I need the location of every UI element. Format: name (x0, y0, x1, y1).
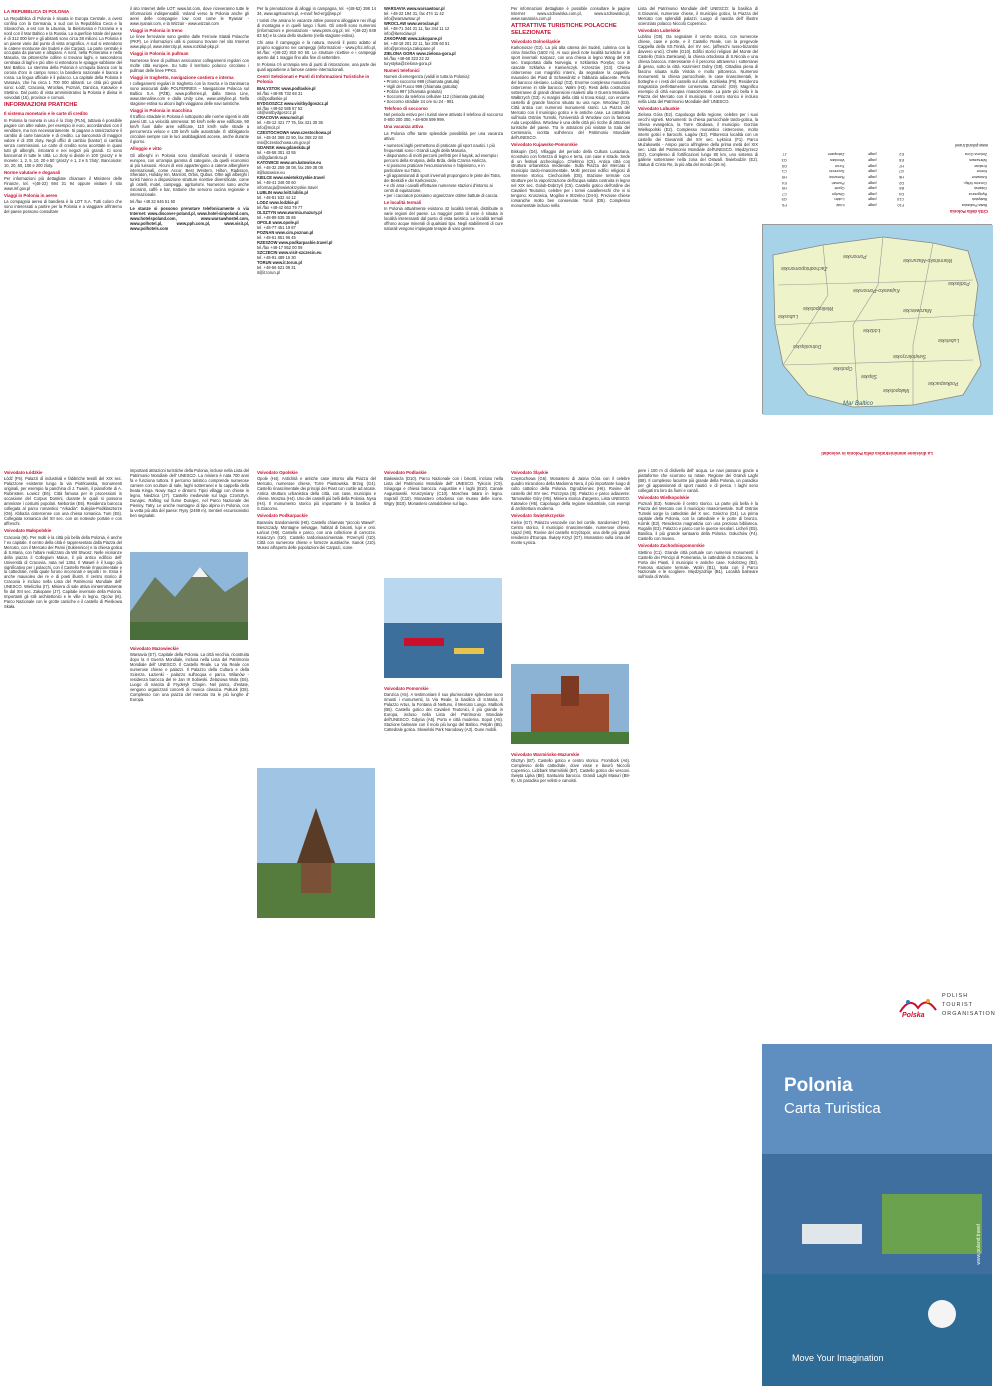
b-slaskie-title: Voivodato Śląskie (511, 470, 549, 475)
air-text: La compagnia aerea di bandiera è la LOT S.A. Tutti coloro che sono interessati a partire per la Polonia e a viaggiare all'interno del paese possono consultare (4, 199, 122, 215)
lubelskie-column (634, 6, 762, 458)
activity-item: • gli appassionati di sport invernali propongono le piste dei Tatra, dei Beskidi e dei Karkonosze, (384, 172, 501, 183)
b-opolskie-title: Voivodato Opolskie (257, 470, 298, 475)
center-item: CRACOVIA www.mcit.pl (257, 115, 304, 121)
city-cell: page (868, 203, 877, 208)
food-text: In Polonia c'è un'ampia rete di punti di ristorazione, una parte dei quali appartiene a famose catene internazionali. (257, 61, 376, 72)
active-list (384, 143, 503, 198)
center-item: WARSAVIA www.warsawtour.pl (384, 6, 445, 11)
center-item: tel. +48-71 344 31 11, fax 344 11 12 (384, 25, 450, 31)
bus-title: Viaggi in Polonia in pullman (130, 51, 189, 57)
map-svg (763, 225, 993, 415)
city-cell: Szczecin (829, 169, 845, 174)
lot-text: il sito Internet delle LOT: www.lot.com, dove riceveranno tutte le informazioni indispensabili. Voland verso la Polonia anche gli aerei delle compagnie low cost come le Ryanair - www.ryanair.com, e la Wizzair - www.wizzair.com (130, 6, 249, 26)
bottom-col-5 (507, 468, 634, 920)
b-pomorskie-title: Voivodato Pomorskie (384, 686, 429, 691)
center-item: BYDGOSZCZ www.visitbydgoszcz.pl (257, 100, 329, 106)
city-cell: page (868, 186, 877, 191)
center-item: tel./fax +48-42 663 79 77 (257, 205, 303, 211)
city-cell: J7 (782, 152, 787, 157)
b-lakes-text: pere i 100 m di dislivello dell' acqua. Le navi passano grazie a piattaforme che scorrono su rotaie. Regione dei Grandi Laghi (B8). Il complesso lacustre più grande della Polonia, un paradiso per gli appassionati di sport nautici e di pesca. I laghi sono collegati tra loro da fiumi e canali. (638, 468, 758, 493)
city-table (766, 151, 988, 207)
center-item: it@katowice.eu (257, 170, 285, 176)
phones-column (380, 6, 507, 458)
b-podkarpackie-text: Baranów Sandomierski (H8). Castello chiamato "piccolo Wawel". Bieszczady. Montagne selvagge, habitat di bisonti, lupi e orsi. Łańcut (H9). Castello e parco, con una collezione di carrozze. Krasiczyn (I10). Castello tardorinascimentale. Przemyśl (I10). Città con numerose chiese e fortezze austriache. Sanok (J10). Museo all'aperto delle popolazioni dei Carpazi, icone. (257, 519, 376, 550)
city-cell: Wrocław (830, 158, 845, 163)
center-item: tel. +48-32 259 38 08, fax 259 38 08 (257, 165, 323, 171)
center-item: tel. +48-18 201 22 11, fax 206 60 51 (384, 40, 450, 46)
center-item: tel./fax +48-52 585 87 52 (257, 105, 303, 111)
city-cell: page (868, 152, 877, 157)
bottom-col-6 (634, 468, 762, 920)
centers-column (253, 6, 380, 458)
b-slaskie-text: Częstochowa (G6). Monastero di Jasna Góra con il celebre quadro miracoloso della Madonna Nera, il più importante luogo di culto cattolico della Polonia. Ogrodzieniec (H6). Rovine del castello del XIV sec. Pszczyna (I5). Palazzo e parco adiacente. Tarnowskie Góry (H5). Miniera storica d'argento, Lista UNESCO. Katowice (H5). Capoluogo della regione industriale, con esempi di architettura moderna. (511, 476, 630, 512)
activity-item: • per i cacciatori possiamo organizzare ottime battute di caccia. (384, 192, 499, 198)
center-item: tel. +48-77 451 19 87 (257, 225, 296, 231)
b-podkarpackie-title: Voivodato Podkarpackie (257, 513, 308, 519)
bus-text: Numerose linee di pullman assicurano collegamenti regolari con molte città europee. Su tutto il territorio polacco circolano i pullman delle linee PPKS. (130, 57, 249, 73)
activity-item: • si possono praticare l'escursionismo e l'alpinismo, e in particolare sui Tatra, (384, 162, 485, 173)
city-cell: F6 (782, 203, 787, 208)
phones-title: Numeri telefonici (384, 67, 420, 73)
v-dolnoslaskie-title: Voivodato Dolnośląskie (511, 39, 561, 45)
visa-text: Per informazioni più dettagliate chiamare il Ministero delle Finanze, tel. +(48-22) 694 31 94 oppure visitare il sito www.mf.gov.pl (4, 175, 122, 191)
b-pomorskie-text: Danzica (A5). A testimoniare il suo plurisecolare splendore sono rimasti i monumenti, la Via Reale, la basilica di S.Maria, il Palazzo Artus, la Fontana di Nettuno, il Mercato Lungo. Malbork (B6). Castello gotico dei Cavalieri Teutonici, il più grande in Europa, incluso nella Lista del Patrimonio Mondiale dell'UNESCO. Gdynia (A5). Porto e città moderna. Sopot (A5). Stazione balneare con il molo più lungo del Baltico. Pelplin (B5). Cattedrale gotica. Słowiński Park Narodowy (A3). Dune mobili. (384, 692, 503, 733)
center-item: msi@czestochowa.um.gov.pl (257, 140, 310, 146)
bottom-col-4 (380, 468, 507, 920)
center-item: tel. +48-41 348 00 60 (257, 180, 296, 186)
center-item: LUBLIN www.loitt.lublin.pl (257, 190, 309, 196)
ferry-title: Viaggi in traghetto, navigazione costiera e interna (130, 74, 234, 80)
b-zachodniopomorskie-text: Stettino (C1). Grande città portuale con numerosi monumenti: il Castello dei Principi di Pomerania, la cattedrale di S.Giacomo, la Porta dei Piasti, il municipio e antiche case. Kołobrzeg (B2). Famosa stazione termale. Wolin (B1). Isola con il Parco Nazionale e le scogliere. Międzyzdroje (B1). Località balneare sull'isola di Wolin. (638, 549, 758, 580)
air-title: Viaggi in Polonia in aereo (4, 192, 58, 198)
spa-links: Per informazioni dettagliate è possibile consultare le pagine Internet www.uzdrowiska.com.pl, www.uzdrowisko.pl, www.sanatoria.com.pl (511, 6, 630, 21)
v-lubuskie-title: Voivodato Lubuskie (638, 106, 680, 112)
center-item: tel. +48-81 532 44 12 (257, 195, 296, 201)
city-cell: page (868, 191, 877, 196)
center-item: tel./fax +48-17 852 00 09 (257, 245, 303, 251)
activity-item: • e chi ama i cavalli effettuare numerose stazioni d'intorno ai centri di equitazione, (384, 182, 493, 193)
center-item: TORUN www.it.torun.pl (257, 260, 303, 266)
map-region-label: Śląskie (861, 373, 878, 380)
city-cell: B5 (899, 186, 904, 191)
center-item: tel. +48-61 851 96 45 (257, 235, 296, 241)
city-cell: C7 (781, 191, 787, 196)
map-region-label: Pomorskie (843, 253, 867, 260)
bottom-col-2 (126, 468, 253, 920)
city-cell: H5 (781, 186, 787, 191)
city-cell: Katowice (971, 175, 987, 179)
city-table-url: www.poland.travel (954, 143, 988, 149)
cover-header (762, 924, 992, 1044)
b-warminsko-text: Olsztyn (B7). Castello gotico e centro storico. Frombork (A6). Complesso della cattedrale, dove visse e lavorò Niccolò Copernico. Lidzbark Warmiński (B7). Castello gotico dei vescovi. Święta Lipka (B8). Santuario barocco. Grandi Laghi Masuri (B8-9). Un paradiso per velisti e canoisti. (511, 758, 630, 784)
center-item: cit@visitbydgoszcz.pl (257, 110, 296, 116)
city-cell: C10 (897, 197, 904, 202)
church-photo (257, 768, 375, 918)
phone-item: • Soccorso da telefono cellulare 112 (chiamata gratuita) (384, 94, 485, 100)
center-item: CZESTOCHOWA www.czestochowa.pl (257, 130, 331, 136)
city-cell: G9 (781, 197, 787, 202)
ferry-text: I collegamenti regolari in traghetto con la Svezia e la Danimarca sono assicurati dalle POLFERRIES – Navigazione Polacca sul Baltico S.A. (PŻB), www.polferries.pl, dalla Stena Line, www.stenaline.com e dalla Unity Line, www.unityline.pl. Nella stagione estiva su alcuni laghi viaggiano delle navi turistiche. (130, 80, 249, 106)
bottom-col-3 (253, 468, 380, 920)
b-malopolskie-title: Voivodato Małopolskie (4, 528, 52, 534)
center-item: tel. +48-12 421 77 76, fax 421 30 36 (257, 120, 323, 126)
money-text: In Polonia la moneta in uso è lo zloty (PLN), tuttavia è possibile pagare con altre valute, per esempio in euro, accordandosi con il venditore, ma non necessariamente. Si pagano a rateizzazione il cambio di carte bancarie e di credito. La banconota di maggior valore è di 200 zloty. Negli uffici di cambio (kantor) si cambia senza commissioni. Le carte di credito sono accettate in quasi tutti gli alberghi, ristoranti e nei negozi più grandi. Ci sono bancomat in tutte le città. Lo zloty si divide in 100 'groszy' e le monete: 1, 2, 5, 10, 20 e 50 'groszy' e 1, 2 e 5 'zloty'. Banconote: 10, 20, 50, 100 e 200 zloty. (4, 117, 122, 168)
center-item: info@warsawtour.pl (384, 15, 420, 21)
center-item: tel. +48-58 301 43 55 (257, 150, 296, 156)
phone-item: • Pronto soccorso 999 (chiamata gratuita) (384, 79, 460, 85)
center-item: cit@podlaskie.pl (257, 95, 287, 101)
centers-list-2 (384, 6, 503, 66)
center-item: KATOWICE www.um.katowice.eu (257, 160, 322, 166)
city-cell: Gorzów Wlkp. (963, 180, 987, 185)
city-cell: C1 (781, 169, 787, 174)
centers-list (257, 86, 376, 275)
center-item: KIELCE www.swietokrzyskie.travel (257, 175, 325, 181)
center-item: tel./fax +48-68 323 22 22 (384, 55, 430, 61)
b-wielkopolskie-text: Poznań (E3). Notevole il centro storico. La parte più bella è la Piazza del Mercato con il municipio rinascimentale. Sull' Ostrów Tumski sorge la cattedrale del X sec. Gniezno (D4). La prima capitale della Polonia, con la cattedrale e le porte di bronzo. Kórnik (E3). Residenza magnatizia con una preziosa biblioteca. Rogalin (E3). Palazzo e parco con le querce secolari. Licheń (E5). Basilica, il più grande santuario della Polonia. Gołuchów (F4). Castello con museo. (638, 501, 758, 542)
pot-line-3: ORGANISATION (942, 1010, 996, 1017)
b-mazowieckie-text: Warsavia (E7). Capitale della Polonia. La città vecchia, ricostruita dopo la II Guerra Mondiale, inclusa nella Lista del Patrimonio Mondiale dell' UNESCO. Il Castello Reale. La Via Reale con numerose chiese e palazzi. Il Palazzo della Cultura e della Scienza. Łazienki - palazzo sull'acqua e parco. Wilanów - residenza barocca del re Jan III Sobieski. Żelazowa Wola (E6). Luogo di nascita di Fryderyk Chopin. Nel parco, d'estate, vengono organizzati concerti di musica classica. Pułtusk (D8). Complesso con una piazza del mercato tra le più lunghe d' Europa. (130, 652, 249, 703)
city-cell: Białystok (971, 197, 987, 202)
train-text: Le linee ferroviarie sono gestite dalle Ferrovie Statali Polacche (PKP). Le informazioni utili si possono trovare nel sito Internet www.pkp.pl, www.intercity.pl, www.rozklad-pkp.pl (130, 34, 249, 50)
phone-item: Numeri di emergenza (validi in tutta la Polonia): (384, 74, 471, 80)
city-cell: F10 (897, 203, 904, 208)
city-cell: E2 (899, 152, 904, 157)
active-title: Una vacanza attiva (384, 124, 424, 130)
city-row (766, 163, 988, 169)
city-cell: Opole (834, 186, 845, 191)
city-cell: page (868, 158, 877, 163)
city-cell: Biała Podlaska (961, 203, 987, 208)
travel-column (126, 6, 253, 458)
map-region-label: Opolskie (833, 365, 853, 372)
agri-text: Per la prenotazione di alloggi in campagna, tel. +(48-52) 398 14 34, www.agritourism.pl, e-mail: fed-erg@wp.pl (257, 6, 376, 16)
active-text: La Polonia offre tante splendide possibilità per una vacanza attiva: (384, 130, 503, 141)
map-region-label: Łódzkie (863, 327, 881, 334)
center-item: info@mcit.pl (257, 125, 280, 131)
map-region-label: Zachodniopomorskie (781, 265, 828, 272)
map-region-label: Warmińsko-Mazurskie (903, 257, 953, 264)
spa-title: Le località termali (384, 199, 422, 205)
city-cell: H9 (781, 175, 787, 179)
city-table-title: Città della Polonia (949, 209, 988, 214)
center-item: OLSZTYN www.warmia.mazury.pl (257, 210, 322, 216)
pot-line-1: POLISH (942, 993, 969, 999)
city-cell: Poznań (831, 180, 845, 185)
map-title: La divisione amministrativa della Polonia in voivodati (821, 451, 933, 456)
hotel-text: Gli alberghi in Polonia sono classificati secondo il sistema europeo, con un'ampia gamma di categorie, da quelli economici ai più lussuosi. Alcuni di essi appartengono a catene alberghiere internazionali, come Accor, Best Western, Hilton, Radisson, Sheraton, Holiday Inn, Marriott, Orbis, Qubus. Oltre agli alberghi i turisti hanno a disposizione strutture ricettive diversificate, come gli ostelli, motel, campeggi, agriturismi. Numerosi sono anche ristoranti, caffè e bar, trattorie che servono cucina regionale e internazionale. (130, 152, 249, 198)
cover-subtitle: Carta Turistica (784, 1100, 881, 1117)
v-kujawsko-text: Biskupin (D4). Villaggio del periodo della Cultura Lusaziana, ricostruito con fortezza di legno e terra, con case e strade. Sede di un festival archeologico. Chełmno (C5). Antica città con struttura urbanistica medievale. Sulla Piazza del Mercato il municipio tardo-rinascimentale. Molti preziosi edifici religiosi di interesse storico. Ciechocinek (D5). Stazione termale con strutture per la vaporizzazione dell'acqua salata costruita in legno nel XIX sec. Golub-Dobrzyń (C5). Castello gotico dell'ordine dei Cavalieri Teutonici, celebre per i tornei cavallereschi che vi si tengono. Kruszwica, Mogilno e Strzelno (D4-5). Preziose chiese romaniche molto ben conservate. Toruń (D5). Complesso monumentale incluso nella (511, 148, 630, 209)
b-swietokrzyskie-text: Kielce (G7). Palazzo vescovile con bel cortile. Sandomierz (H8). Centro storico, il municipio rinascimentale, numerose chiese. Ujazd (H8). Rovine del castello Krzyżtopór, una delle più grandi residenze d'Europa. Święty Krzyż (G7). Monastero sulla cima del monte Łysica. (511, 519, 630, 545)
city-cell: Kraków (974, 163, 987, 168)
center-item: tel. +48-22 194 31, fax 474 11 42 (384, 10, 444, 16)
mountain-photo (130, 552, 248, 640)
phones-list (384, 74, 503, 104)
b-wielkopolskie-title: Voivodato Wielkopolskie (638, 494, 690, 500)
bottom-col-1 (0, 468, 126, 920)
v-kujawsko-title: Voivodato Kujawsko-Pomorskie (511, 142, 578, 148)
city-cell: Gdańsk (973, 186, 987, 191)
city-cell: Zielona Góra (965, 152, 987, 157)
city-cell: E4 (782, 180, 787, 185)
city-row (766, 202, 988, 208)
city-cell: D2 (899, 180, 904, 185)
map-region-label: Podkarpackie (928, 380, 959, 387)
city-cell: Bydgoszcz (968, 191, 987, 196)
city-row (766, 151, 988, 157)
city-cell: Olsztyn (831, 191, 845, 196)
city-cell: Toruń (835, 163, 845, 168)
car-text: Il traffico stradale in Polonia è sottoposto alle norme vigenti in altri paesi UE. La velocità ammessa: 50 km/h nelle aree edificate, 90 km/h fuori dalle aree edificate, 110 km/h sulle strade a percorrenza veloce e 130 km/h sulle autostrade. È obbligatorio circolare sempre con le luci anabbaglianti accese, anche durante il giorno. (130, 114, 249, 145)
polska-logo (896, 992, 940, 1022)
voivodeship-map (762, 224, 992, 414)
city-cell: page (868, 197, 877, 202)
activity-item: • disponiamo di molti percorsi perfetti per il kayak, ad esempio i percorsi della Krutynia, della Brda, della Czarna Hańcza, (384, 152, 499, 163)
cover-title: Polonia (784, 1075, 853, 1096)
center-item: RZESZOW www.podkarpackie.travel.pl (257, 240, 333, 246)
info-title: INFORMAZIONI PRATICHE (4, 102, 78, 109)
center-item: LODZ www.lodzkie.pl (257, 200, 299, 206)
b-podlaskie-text: Białowieża (D10). Parco Nazionale con i bisonti, incluso nella Lista del Patrimonio Mondiale dell' UNESCO. Tykocin (C9). Sinagoga e chiesa barocca. Augustów e i laghi (B10). Canale Augustowski. Kruszyniany (C10). Moschea tatara in legno. Supraśl (C10). Monastero ortodosso con museo delle icone. Wigry (B10). Monastero camaldolese sul lago. (384, 476, 503, 507)
visa-title: Norme valutarie e doganali (4, 169, 61, 175)
b-warminsko-block (511, 750, 630, 785)
spa-text: In Polonia attualmente esistono 42 località termali, distribuite in varie regioni del paese. La maggior parte di esse è situata in località interessanti dal punto di vista turistico. Le località termali offrono acque minerali di qualsiasi tipo. Negli stabilimenti di cure naturali vengono impiegate terapie di varo genere. (384, 205, 503, 231)
v-lubelskie-title: Voivodato Lubelskie (638, 27, 681, 33)
attractions-title: ATTRATTIVE TURISTICHE POLACCHE SELEZIONATE (511, 22, 617, 37)
city-table-panel (762, 6, 992, 216)
city-row (766, 191, 988, 197)
cover-panel (762, 924, 996, 1386)
b-podlaskie-title: Voivodato Podlaskie (384, 470, 427, 475)
cover-url: www.poland.travel (975, 1224, 982, 1265)
center-item: informacja@swietokrzyskie.travel (257, 185, 318, 191)
map-region-label: Podlaskie (948, 280, 970, 287)
center-item: info@itwroclaw.pl (384, 30, 416, 36)
city-cell: Lublin (834, 197, 845, 202)
v-lubelskie-text: Lublino (G9). Da segnalare il centro storico, con numerose chiese, case e porte, e il Castello Reale, con la pregevole Cappella della SS.Trinità, del XV sec. (affreschi russo-bizantini davvero unici). Chełm (G10). Edifici storici religiosi del Monte del Castello (Góra Zamkowa), la chiesa ortodossa di S.Nicola e una chiesa barocca. Interessante è il percorso attraverso i sotterranei di gesso, sotto la città. Kazimierz Dolny (G8). Cittadina piena di fascino situata sulla Vistola e molto pittoresca. Numerosi monumenti: la chiesa parrocchiale, le case rinascimentali, le botteghe e i resti del castello sul colle. Kozłówka (F9). Residenza magnatizia perfettamente conservata. Zamość (G9). Magnifico esempio di città europea rinascimentale. La parte più bella è la Piazza del Mercato con il municipio. Il centro storico è incluso nella Lista del Patrimonio Mondiale dell' UNESCO. (638, 34, 758, 105)
city-cell: H7 (899, 163, 904, 168)
city-cell: E8 (899, 158, 904, 163)
hostel-text: I turisti che amano le vacanze attive possono alloggiare nei rifugi di montagna e in quelli lungo i fiumi. Gli ostelli sono numerosi (informazioni e prenotazioni - www.ptsm.org.pl, tel. +(48-22) 849 83 54) e la casa dello studente (nella stagione estiva). (257, 17, 376, 38)
city-row (766, 185, 988, 191)
map-region-label: Małopolskie (883, 387, 910, 394)
camping-text: Chi ama il campeggio e la natura, troverà il posto adatto al proprio soggiorno nei campeggi (informazioni - www.pfcc.info.pl, tel./fax: +(48-22) 810 60 50. Le strutture ricettive e i campeggi aperte dal 1 maggio fino alla fine di settembre. (257, 39, 376, 60)
map-region-label: Kujawsko-Pomorskie (853, 287, 900, 294)
pot-line-2: TOURIST (942, 1001, 974, 1008)
map-region-label: Świętokrzyskie (893, 353, 927, 360)
phone-item: • Vigili del Fuoco 998 (chiamata gratuita) (384, 84, 458, 90)
hotel-booking: Le stanze si possono prenotare telefonicamente o via Internet: www.discover-poland.pl, www.hotel-sinpoland.com, www.hotelspoland.com, www.warsawhostel.com, www.polhotel.pl, www.pph.com.pl, www.visit.pl, www.polhotels.com (130, 206, 249, 232)
center-item: ZAKOPANE www.zakopane.pl (384, 35, 442, 41)
activity-item: • numerosi laghi permettono di praticare gli sport nautici. I più frequentati sono i Grandi Laghi della Masuria, (384, 142, 495, 153)
map-region-label: Lubelskie (938, 337, 960, 344)
center-item: tel. +48-34 368 22 50, fax 368 22 60 (257, 135, 323, 141)
city-cell: Zakopane (827, 152, 845, 157)
intro-text: La Repubblica di Polonia è situata in Europa Centrale, a ovest confina con la Germania, a sud con la Repubblica Ceca e la Slovacchia, a est con la Lituania, la Bielorussia e l'Ucraina e a nord con il Mar Baltico e la Russia. La superficie totale del paese è di 312 000 km² e gli abitanti sono circa 38 milioni. La Polonia è un paese vario dal punto di vista orografico. A sud si estendono le catene montuose dei Sudeti e dei Carpazi. La parte centrale è occupata da pianure e altopiani. A nord, nella Pomerania e nella Masuria, tra pittoresche colline si trovano laghi, e nascondono centinaia di laghi e più oltre si estendono le spiagge sabbiose del Mar Baltico. Lo stemma della Polonia è un'aquila bianca con la corona d'oro in campo rosso; la bandiera nazionale è bianca e rossa. La lingua ufficiale è il polacco. La capitale della Polonia è Varsavia, che ha circa 1 700 000 abitanti. Le città più grandi sono: Łódź, Cracovia, Wrocław, Poznań, Danzica, Katowice e Stettino. Dal punto di vista amministrativo la Polonia è divisa in voivodati (16), province e comuni. (4, 15, 122, 101)
city-cell: page (868, 180, 877, 185)
city-cell: H6 (899, 175, 904, 179)
torun-text: Lista del Patrimonio Mondiale dell' UNESCO: la basilica di S.Giovanni, numerose chiese, il municipio gotico, la Piazza del Mercato con splendidi palazzi. Luogo di nascita dell' illustre scienziato polacco Niccolò Copernico. (638, 6, 758, 26)
center-item: ZIELONA GORA www.zielona-gora.pl (384, 50, 456, 56)
b-malopolskie-text: Cracovia (I6). Per molti è la città più bella della Polonia, è anche l' ex capitale. Il centro della città è rappresentato dalla Piazza del Mercato, con il Mercato dei Panni (Sukiennice) e la chiesa gotica di S.Maria, con l'altare realizzato da Wit Stwosz. Nelle vicinanze della piazza il Collegium Maius, il più antico edificio dell' Università di Cracovia, nata nel 1364. Il Wawel è il luogo più significativo per i polacchi, con il Castello Reale rinascimentale e la cattedrale, nella quale furono incoronati e sepolti i re. Essa è anche mausoleo dei re e di poeti illustri. Il centro storico di Cracovia è incluso nella Lista del Patrimonio Mondiale dell' UNESCO. Wieliczka (I7). Miniera di sale attiva ininterrottamente fin dal XIII sec. Zakopane (J7). Capitale invernale della Polonia. Importanti gli stili architettonici e le ville in legno. Ojców (I6). Parco Nazionale con le grotte carsiche e il castello di Pieskowa Skała. (4, 534, 122, 610)
center-item: tel. +48-89 535 35 65 (257, 215, 296, 221)
bottom-panel (0, 462, 996, 1363)
b-warminsko-title: Voivodato Warmińsko-Mazurskie (511, 752, 580, 757)
center-item: OPOLE www.opole.pl (257, 220, 299, 226)
city-row (766, 157, 988, 163)
city-row (766, 174, 988, 180)
center-item: tel. +48-91 489 16 30 (257, 255, 296, 261)
city-cell: page (868, 163, 877, 168)
intro-title: LA REPUBBLICA DI POLONIA (4, 9, 70, 14)
center-item: tel./fax +48-85 732 68 31 (257, 90, 303, 96)
b-lodzkie-text: Łódź (F6). Palazzi di industriali e fabbriche tessili del XIX sec. Palazzone esistente lungo la via Piotrkowska, monumenti originali, per esempio la panchina di J. Tuwim, il pianoforte di A. Rubinstein. Łowicz (E6). Città famosa per le processioni in occasione del Corpus Domini, durante le quali si possono ammirare i costumi popolari. Nieborów (E6). Residenza barocca collegata al parco romantico "Arkadia". Sulejów-Podklasztorze (G6). Abbazia cistercense con una chiesa romanica. Tum (E6). Collegiata romanica del XII sec. con un notevole portale e con affreschi. (4, 476, 122, 527)
b-mazowieckie-title: Voivodato Mazowieckie (130, 646, 179, 651)
sos-title: Telefono di soccorso (384, 106, 428, 112)
city-cell: page (868, 175, 877, 179)
phone-item: • Polizia 997 (chiamata gratuita) (384, 89, 442, 95)
map-title-panel (762, 414, 992, 458)
car-title: Viaggi in Polonia in macchina (130, 107, 192, 113)
centers-title: Centri Selezionati e Punti di Informazioni Turistiche in Polonia (257, 73, 370, 85)
map-region-label: Lubuskie (778, 313, 799, 320)
b-mazowieckie-block (130, 644, 249, 704)
city-cell: D4 (899, 191, 904, 196)
hotel-contact: tel./fax +48 22 646 51 50 (130, 199, 176, 205)
map-region-label: Mazowieckie (903, 307, 932, 314)
city-cell: G7 (898, 169, 904, 174)
sos-text: Nel periodo estivo per i turisti viene attivato il telefono di soccorso 0-800 200 300, +48-608 599 999. (384, 112, 503, 123)
center-item: turystyka@zielona-gora.pl (384, 60, 432, 66)
center-item: POZNAN www.cim.poznan.pl (257, 230, 314, 236)
pot-name (942, 992, 996, 1018)
b-lodzkie-title: Voivodato Łódzkie (4, 470, 43, 475)
cover-slogan: Move Your Imagination (792, 1353, 884, 1363)
center-item: tel. +48-56 621 09 31 (257, 265, 296, 270)
center-item: info@promocja.zakopane.pl (384, 45, 435, 51)
intro-column (0, 6, 126, 458)
top-panel (0, 0, 992, 462)
b-zachodniopomorskie-title: Voivodato Zachodniopomorskie (638, 543, 705, 549)
city-row (766, 180, 988, 186)
city-cell: page (868, 169, 877, 174)
city-row (766, 196, 988, 202)
v-lubuskie-text: Zielona Góra (E2). Capoluogo della regione, celebre per i suoi vecchi vigneti. Monumenti: la chiesa parrocchiale tardo-gotica, la chiesa evangelica, la Torre Głodowa, il municipio. Gorzów Wielkopolski (E2). Complesso monastico cistercense, molto interni gotici e barocchi. Łagów (E2). Pittoresca località con un castello dei Giovanniti del XIV sec. Łęknica (F1). Parco Mużakowski - Ampio parco all'inglese della prima metà del XIX sec. Lista del Patrimonio Mondiale dell'UNESCO. Międzyrzecz (E2). Complesso di fortificazioni lungo 80 km, uno sistema di gallerie sotterranee nella zona del Ostwall. Świebodzin (E2). Statua di Cristo Re, la più alta del mondo (36 m). (638, 112, 758, 168)
center-item: GDANSK www.gdansk4u.pl (257, 145, 311, 151)
city-row (766, 168, 988, 174)
city-cell: G3 (781, 158, 787, 163)
center-item: SZCZECIN www.visit-szczecin.eu (257, 250, 322, 256)
logo-word: Polska (902, 1012, 925, 1019)
city-cell: Warszawa (969, 158, 987, 163)
sea-label: Mar Baltico (843, 401, 874, 407)
center-item: it@it.torun.pl (257, 269, 281, 275)
v-dolnoslaskie-text: Karkonosze (G2). La più alta catena dei Sudeti, culmina con la cima Śnieżka (1602 m). Ai suoi piedi note località turistiche e di sport invernali: Karpacz, con una chiesa in legno Wang del XIII sec. trasportata dalla Norvegia, e Szklarska Poręba; con le cascate Szklarka e Kamieńczyk. Krzeszów (G3). Chiesa cistercense con magnifici interni, da segnalare la cappella-mausoleo dei Piast di Schweidnitz e l'abbazia adiacente. Perla del barocco slesiano. Lubiąż (G3). Enorme complesso monastico cistercense in stile barocco. Wałm (H3). Resti della costruzioni sotterranee di grandi dimensioni risalenti alla II Guerra Mondiale. Wałbrzych (G3). Ai margini della città si trova Książ, con enorme castello di grande fascino situato su una rupe. Wrocław (G3). Città antica con numerosi monumenti storici. La Piazza del Mercato con il municipio gotico e le antiche case. La cattedrale sull'isola Ostrów Tumski, l'Università di Wrocław con la famosa Aula Leopoldina. Wrocław è una delle città più ricche di attrazioni turistiche del paese. Tra le attrazioni più visitate la Sala del Centenario, iscritta sull'elenco del Patrimonio Mondiale dell'UNESCO. (511, 45, 630, 141)
b-wieliczka-text: importanti attrazioni turistiche della Polonia, incluse nella Lista del Patrimonio Mondiale dell' UNESCO. La miniera è nata 700 anni fa e funziona tuttora. Il percorso turistico comprende numerose camere con sculture di sale, laghi sotterranei e la cappella della beata Kinga. Nowy Sącz e dintorni. Tipici villaggi con chiese in legno. Niedzica (J7). Castello medievale sul lago Czorsztyn. Dunajec. Rafting sul fiume Dunajec, nel Parco Nazionale dei Pieniny. Tatry. Le uniche montagne di tipo alpino in Polonia, con la vetta più alta del paese: Rysy (2499 m). Sentieri escursionistici ben segnalati. (130, 468, 250, 518)
center-item: BIALYSTOK www.podlaskie.pl (257, 85, 316, 91)
money-title: Il sistema monetario e le carte di credito (4, 111, 88, 117)
city-cell: Łódź (836, 203, 845, 208)
b-swietokrzyskie-title: Voivodato Świętokrzyskie (511, 513, 565, 519)
center-item: cit@gdansk4u.pl (257, 155, 288, 161)
castle-photo (511, 664, 629, 744)
city-cell: D5 (781, 163, 787, 168)
city-cell: Rzeszów (829, 175, 845, 179)
city-cell: Kielce (976, 169, 987, 174)
train-title: Viaggi in Polonia in treno (130, 27, 183, 33)
hotel-title: Alloggio e vitto (130, 146, 162, 152)
b-opolskie-text: Opole (H4). Antichità e antiche case intorno alla Piazza del Mercato, numerose chiese, Torre Piastowska. Brzeg (G4). Castello rinascimentale dei principi dei Piast con cortile ad arcate. Antica struttura urbanistica della città, con case, municipio e chiese. Moszna (H4). Uno dei castelli più belli della Polonia. Nysa (H4). Il monumento storico più importante è la basilica di S.Giacomo. (257, 476, 377, 512)
center-item: WROCLAW www.wroclaw.pl (384, 20, 439, 26)
map-region-label: Dolnośląskie (793, 343, 822, 350)
b-pomorskie-block (384, 684, 503, 734)
phone-item: • Soccorso stradale 24 ore su 24 - 981 (384, 99, 454, 105)
attractions-column (507, 6, 634, 458)
lake-photo (384, 578, 502, 678)
map-region-label: Wielkopolskie (803, 305, 834, 312)
